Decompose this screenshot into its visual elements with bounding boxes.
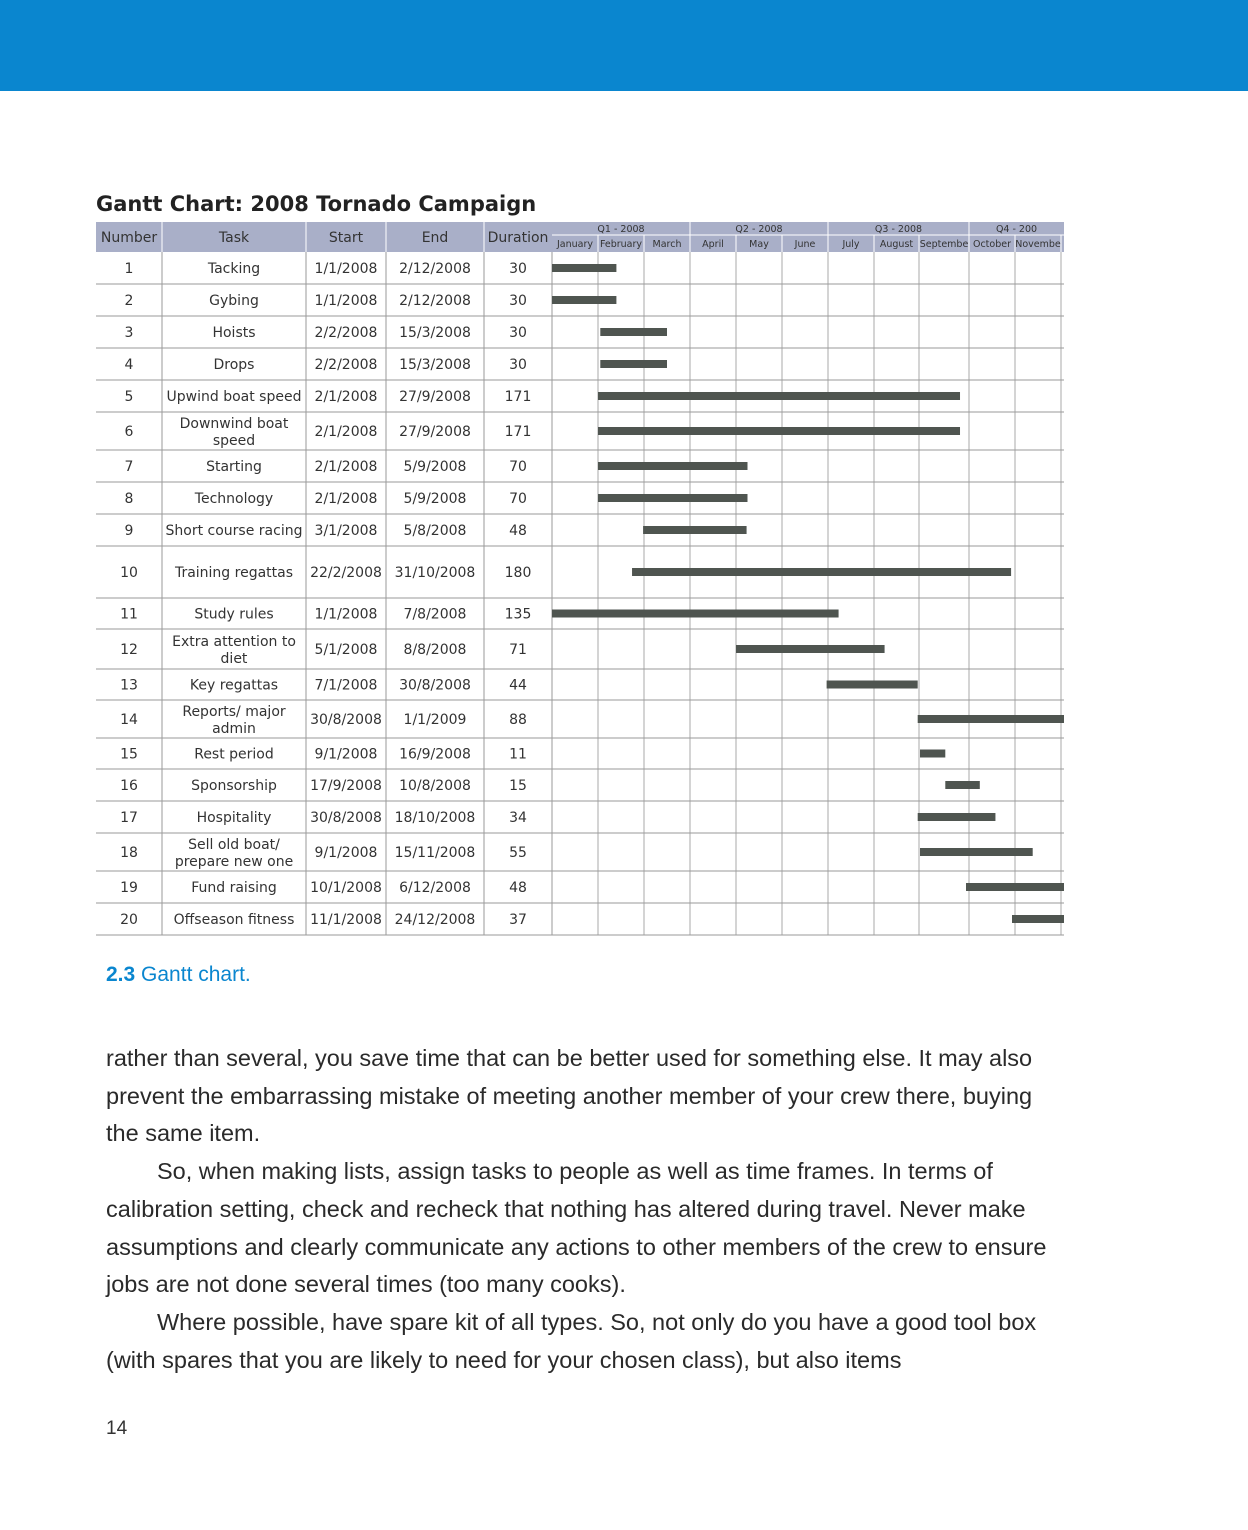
task-start: 11/1/2008 — [310, 912, 382, 928]
page-number: 14 — [106, 1418, 128, 1439]
task-duration: 37 — [509, 912, 527, 928]
gantt-chart — [96, 222, 1064, 936]
task-number: 6 — [124, 424, 134, 440]
gantt-bar — [552, 264, 616, 272]
task-start: 2/2/2008 — [314, 357, 378, 373]
column-header: End — [421, 230, 449, 246]
task-end: 27/9/2008 — [399, 389, 471, 405]
task-number: 3 — [124, 325, 134, 341]
task-name: Hospitality — [196, 810, 272, 826]
task-number: 7 — [124, 459, 134, 475]
caption-number: 2.3 — [106, 963, 136, 986]
task-number: 17 — [120, 810, 138, 826]
task-end: 7/8/2008 — [403, 606, 467, 623]
task-name-line: Reports/ major — [182, 704, 286, 720]
task-number: 4 — [124, 357, 134, 373]
gantt-bar — [827, 681, 918, 689]
task-name-line: prepare new one — [174, 854, 294, 870]
gantt-bar — [966, 883, 1064, 891]
task-duration: 70 — [509, 491, 527, 507]
task-end: 1/1/2009 — [403, 712, 467, 728]
paragraph-1: rather than several, you save time that can be better used for something else. It may also prevent the embarrassing mistake of meeting another member of your crew there, buying the same item. — [106, 1045, 1033, 1147]
task-name: Starting — [206, 459, 262, 475]
task-duration: 171 — [504, 424, 532, 440]
task-duration: 48 — [509, 523, 527, 539]
task-name-line: speed — [212, 433, 256, 449]
task-number: 20 — [120, 912, 138, 928]
task-name: Sponsorship — [191, 778, 277, 794]
task-start: 30/8/2008 — [310, 810, 382, 826]
gantt-bar — [598, 494, 748, 502]
task-name: Tacking — [207, 261, 261, 277]
task-end: 5/9/2008 — [403, 459, 467, 475]
task-duration: 30 — [509, 325, 527, 341]
month-label: October — [972, 239, 1012, 250]
task-end: 5/8/2008 — [403, 523, 467, 539]
gantt-bar — [600, 328, 667, 336]
caption-text: Gantt chart. — [141, 963, 251, 986]
task-start: 7/1/2008 — [314, 677, 378, 694]
task-name-line: admin — [212, 721, 256, 737]
task-duration: 44 — [509, 677, 527, 694]
task-number: 10 — [120, 565, 138, 581]
body-text — [106, 1040, 1066, 1379]
column-header: Task — [218, 230, 250, 246]
task-name: Study rules — [194, 606, 274, 623]
task-duration: 30 — [509, 261, 527, 277]
task-end: 24/12/2008 — [394, 912, 476, 928]
task-duration: 34 — [509, 810, 527, 826]
task-number: 14 — [120, 712, 138, 728]
task-start: 2/2/2008 — [314, 325, 378, 341]
task-name: Key regattas — [189, 677, 279, 694]
task-end: 8/8/2008 — [403, 642, 467, 658]
task-number: 12 — [120, 642, 138, 658]
task-duration: 71 — [509, 642, 527, 658]
task-start: 9/1/2008 — [314, 746, 378, 763]
gantt-bar — [598, 427, 960, 435]
quarter-label: Q4 - 200 — [995, 224, 1038, 235]
gantt-bar — [920, 848, 1033, 856]
month-label: August — [879, 239, 914, 250]
task-number: 9 — [124, 523, 134, 539]
task-name: Offseason fitness — [173, 912, 295, 928]
task-number: 11 — [120, 606, 138, 623]
gantt-bar — [918, 715, 1064, 723]
gantt-bar — [598, 462, 748, 470]
task-number: 1 — [124, 261, 134, 277]
task-start: 2/1/2008 — [314, 424, 378, 440]
month-label: May — [749, 239, 769, 250]
figure-caption — [106, 963, 251, 987]
task-duration: 70 — [509, 459, 527, 475]
task-duration: 30 — [509, 293, 527, 309]
task-name: Fund raising — [191, 880, 277, 896]
quarter-label: Q3 - 2008 — [874, 224, 923, 235]
task-name: Training regattas — [174, 565, 294, 581]
task-start: 1/1/2008 — [314, 293, 378, 309]
task-name-line: Downwind boat — [179, 416, 289, 432]
gantt-bar — [598, 392, 960, 400]
task-start: 1/1/2008 — [314, 606, 378, 623]
paragraph-2: So, when making lists, assign tasks to people as well as time frames. In terms of calibration setting, check and recheck that nothing has altered during travel. Never make assumptions and clearly communicate any actions to other members of the crew to ensure jobs are not done several times (too many cooks). — [106, 1158, 1047, 1298]
gantt-bar — [920, 750, 945, 758]
task-end: 15/3/2008 — [399, 357, 471, 373]
task-end: 6/12/2008 — [399, 880, 471, 896]
task-number: 16 — [120, 778, 138, 794]
task-name-line: Extra attention to — [172, 634, 296, 650]
task-end: 2/12/2008 — [399, 261, 471, 277]
task-name: Gybing — [209, 293, 259, 309]
task-number: 8 — [124, 491, 134, 507]
task-name-line: diet — [220, 651, 248, 667]
gantt-bar — [736, 645, 885, 653]
column-header: Duration — [487, 230, 549, 246]
task-duration: 11 — [509, 746, 527, 763]
month-label: Septembe — [919, 239, 969, 250]
task-start: 2/1/2008 — [314, 459, 378, 475]
task-name: Drops — [213, 357, 255, 373]
month-label: January — [556, 239, 594, 250]
gantt-bar — [945, 781, 980, 789]
task-start: 10/1/2008 — [310, 880, 382, 896]
task-name: Upwind boat speed — [166, 389, 302, 405]
month-label: April — [702, 239, 724, 250]
task-number: 5 — [124, 389, 134, 405]
task-duration: 180 — [504, 565, 532, 581]
column-header: Start — [328, 230, 364, 246]
task-end: 18/10/2008 — [394, 810, 476, 826]
task-name: Technology — [194, 491, 274, 507]
task-duration: 88 — [509, 712, 527, 728]
chart-title: Gantt Chart: 2008 Tornado Campaign — [96, 192, 537, 216]
task-start: 2/1/2008 — [314, 389, 378, 405]
task-number: 13 — [120, 677, 138, 694]
column-header: Number — [100, 230, 158, 246]
task-end: 5/9/2008 — [403, 491, 467, 507]
task-end: 15/3/2008 — [399, 325, 471, 341]
task-end: 30/8/2008 — [399, 677, 471, 694]
task-end: 27/9/2008 — [399, 424, 471, 440]
gantt-bar — [1012, 915, 1064, 923]
month-label: March — [652, 239, 682, 250]
task-start: 2/1/2008 — [314, 491, 378, 507]
task-start: 5/1/2008 — [314, 642, 378, 658]
header-band — [0, 0, 1248, 91]
gantt-bar — [552, 610, 839, 618]
quarter-label: Q1 - 2008 — [597, 224, 645, 235]
month-label: Novembe — [1015, 239, 1061, 250]
task-duration: 171 — [504, 389, 532, 405]
task-duration: 30 — [509, 357, 527, 373]
task-number: 19 — [120, 880, 138, 896]
task-duration: 55 — [509, 845, 527, 861]
task-start: 1/1/2008 — [314, 261, 378, 277]
task-name-line: Sell old boat/ — [188, 837, 280, 853]
gantt-bar — [632, 568, 1011, 576]
paragraph-3: Where possible, have spare kit of all types. So, not only do you have a good tool box (with spares that you are likely to need for your chosen class), but also items — [106, 1308, 1037, 1373]
quarter-label: Q2 - 2008 — [735, 224, 783, 235]
month-label: July — [842, 239, 860, 250]
task-end: 15/11/2008 — [394, 845, 476, 861]
task-name: Short course racing — [165, 523, 303, 539]
task-start: 22/2/2008 — [310, 565, 382, 581]
task-end: 16/9/2008 — [399, 746, 471, 763]
task-start: 17/9/2008 — [310, 778, 382, 794]
gantt-bar — [918, 813, 996, 821]
task-duration: 135 — [504, 606, 532, 623]
task-start: 30/8/2008 — [310, 712, 382, 728]
task-number: 18 — [120, 845, 138, 861]
month-label: June — [794, 239, 816, 250]
gantt-bar — [600, 360, 667, 368]
task-start: 9/1/2008 — [314, 845, 378, 861]
gantt-bar — [643, 526, 747, 534]
gantt-bar — [552, 296, 616, 304]
task-name: Hoists — [212, 325, 256, 341]
task-number: 15 — [120, 746, 138, 763]
task-duration: 15 — [509, 778, 527, 794]
task-end: 31/10/2008 — [394, 565, 476, 581]
task-end: 10/8/2008 — [399, 778, 471, 794]
task-start: 3/1/2008 — [314, 523, 378, 539]
task-name: Rest period — [194, 746, 274, 763]
month-label: February — [599, 239, 643, 250]
task-end: 2/12/2008 — [399, 293, 471, 309]
task-number: 2 — [124, 293, 134, 309]
task-duration: 48 — [509, 880, 527, 896]
